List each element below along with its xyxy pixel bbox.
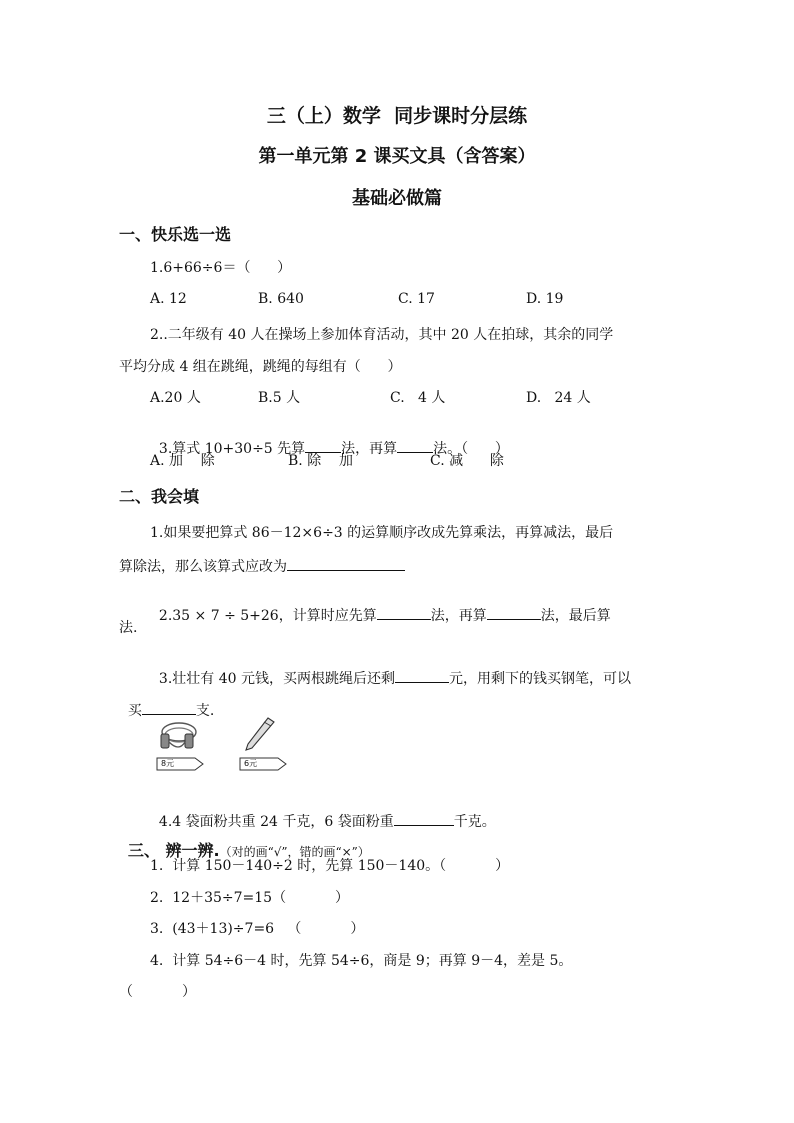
s3-q3: 3. (43＋13)÷7=6 （ ） (150, 921, 365, 937)
answer-blank[interactable] (487, 605, 541, 620)
s1-q2-option-c: C. 4 人 (390, 390, 446, 406)
s2-q2-line1 (150, 587, 611, 625)
answer-blank[interactable] (142, 700, 196, 715)
s2-q3-line1 (150, 650, 631, 688)
s2-q1-line1: 1.如果要把算式 86－12×6÷3 的运算顺序改成先算乘法，再算减法，最后 (150, 525, 614, 541)
s1-q3-stem-part2: 法，再算 (341, 441, 398, 457)
s2-q2-part3: 法，最后算 (540, 608, 611, 624)
s2-q3-part4: 支. (195, 703, 215, 719)
s1-q2-option-d: D. 24 人 (526, 390, 591, 406)
s1-q1-stem: 1.6+66÷6＝（ ） (150, 260, 292, 276)
s3-q4-line2: （ ） (119, 984, 196, 1000)
level-heading: 基础必做篇 (352, 188, 442, 209)
s1-q2-option-b: B.5 人 (258, 390, 301, 406)
s2-q3-line2 (119, 682, 214, 720)
s2-q2-part2: 法，再算 (430, 608, 487, 624)
pen-item (238, 716, 290, 776)
s1-q3-option-b: B. 除 加 (288, 453, 353, 469)
s1-q3-stem-part1: 3.算式 10+30÷5 先算 (158, 441, 306, 457)
s2-q3-part3: 买 (127, 703, 142, 719)
section1-heading: 一、快乐选一选 (119, 225, 232, 244)
rope-price-tag: 8元 (161, 759, 175, 768)
s1-q3-stem-part3: 法。（ ） (433, 441, 509, 457)
answer-blank[interactable] (395, 668, 449, 683)
answer-blank[interactable] (377, 605, 431, 620)
jump-rope-item (155, 716, 207, 776)
s2-q2-line2: 法. (119, 620, 138, 636)
doc-title: 三（上）数学 同步课时分层练 (266, 105, 528, 127)
s2-q2-part1: 2.35 × 7 ÷ 5+26，计算时应先算 (158, 608, 377, 624)
section2-heading: 二、我会填 (119, 487, 200, 506)
s2-q4-part1: 4.4 袋面粉共重 24 千克，6 袋面粉重 (158, 814, 394, 830)
s2-q3-part2: 元，用剩下的钱买钢笔，可以 (448, 671, 631, 687)
answer-blank[interactable] (305, 438, 341, 453)
s3-q4-line1: 4. 计算 54÷6－4 时，先算 54÷6，商是 9；再算 9－4，差是 5。 (150, 953, 573, 969)
s1-q1-option-d: D. 19 (526, 291, 564, 307)
s1-q1-option-c: C. 17 (398, 291, 435, 307)
section3-heading: 三、 辨一辨. (127, 841, 220, 860)
answer-blank[interactable] (287, 556, 405, 571)
s2-q3-part1: 3.壮壮有 40 元钱，买两根跳绳后还剩 (158, 671, 395, 687)
s1-q2-stem-line1: 2..二年级有 40 人在操场上参加体育活动，其中 20 人在拍球，其余的同学 (150, 327, 614, 343)
section3-instruction: （对的画“√”，错的画“×”） (219, 845, 370, 859)
s1-q3-option-c: C. 减 除 (430, 453, 504, 469)
s3-q2: 2. 12＋35÷7=15（ ） (150, 890, 350, 906)
s1-q2-stem-line2: 平均分成 4 组在跳绳，跳绳的每组有（ ） (119, 359, 402, 375)
pen-price-tag: 6元 (244, 759, 258, 768)
doc-subtitle: 第一单元第 2 课买文具（含答案） (258, 146, 536, 167)
s2-q1-line2 (119, 556, 405, 576)
s2-q4-part2: 千克。 (453, 814, 496, 830)
s1-q3-option-a: A. 加 除 (150, 453, 215, 469)
s3-q1: 1. 计算 150－140÷2 时，先算 150－140。（ ） (150, 858, 510, 874)
s1-q1-option-a: A. 12 (150, 291, 187, 307)
section3-heading-row (119, 824, 370, 861)
s1-q2-option-a: A.20 人 (150, 390, 201, 406)
s2-q1-line2-text: 算除法，那么该算式应改为 (119, 559, 287, 575)
answer-blank[interactable] (397, 438, 433, 453)
s1-q1-option-b: B. 640 (258, 291, 304, 307)
answer-blank[interactable] (394, 811, 454, 826)
